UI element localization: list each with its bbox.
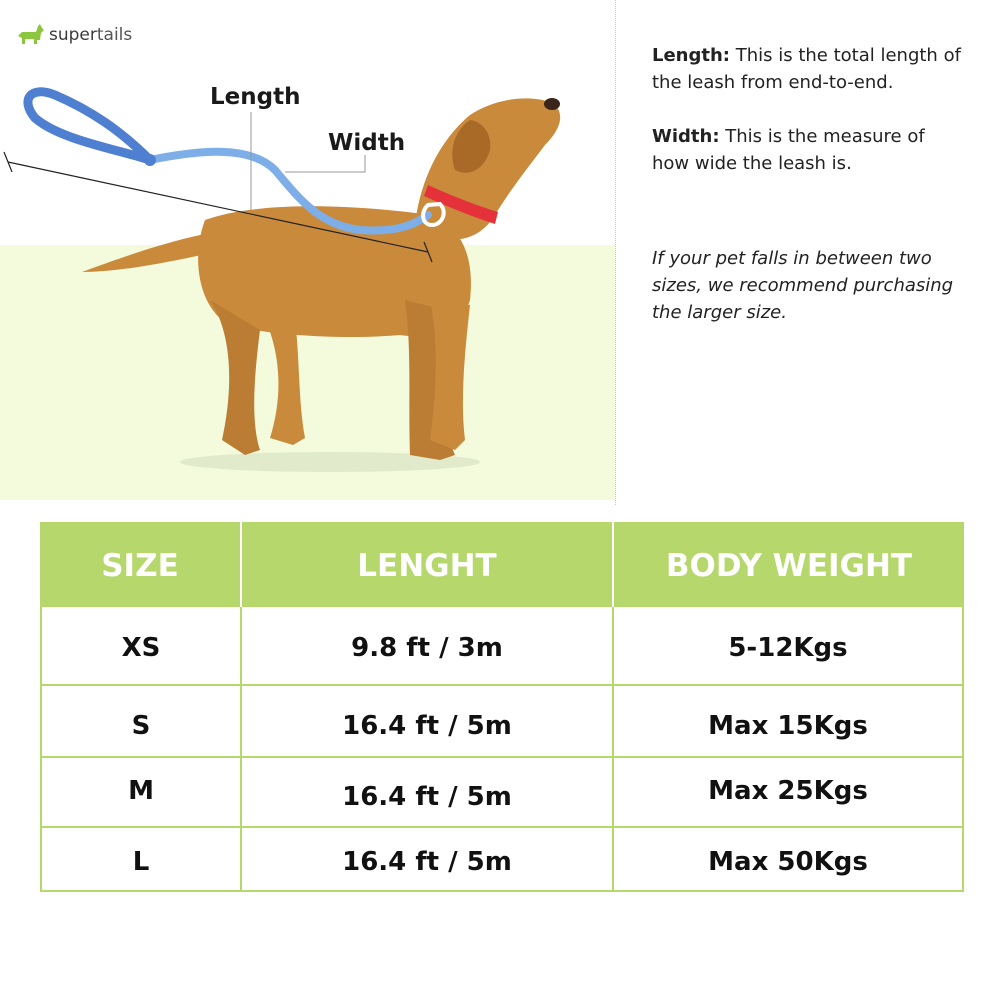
- width-label: Width: [328, 130, 406, 156]
- cell-weight-xs: 5-12Kgs: [728, 633, 848, 663]
- length-description: [652, 42, 962, 96]
- cell-size-s: S: [131, 711, 151, 741]
- cell-length-l: 16.4 ft / 5m: [342, 847, 512, 877]
- table-header: [40, 522, 964, 607]
- cell-weight-m: Max 25Kgs: [708, 776, 868, 806]
- cell-length-m: 16.4 ft / 5m: [342, 782, 512, 812]
- row-divider: [42, 684, 962, 686]
- cell-length-xs: 9.8 ft / 3m: [351, 633, 503, 663]
- length-label: Length: [210, 84, 301, 110]
- size-chart-table: [40, 522, 964, 892]
- cell-size-m: M: [128, 776, 154, 806]
- product-hero: [0, 0, 615, 500]
- cell-size-l: L: [132, 847, 150, 877]
- row-divider: [42, 756, 962, 758]
- header-size: SIZE: [101, 548, 179, 584]
- cell-size-xs: XS: [121, 633, 161, 663]
- row-divider: [42, 826, 962, 828]
- sizing-note: If your pet falls in between two sizes, we recommend purchasing the larger size.: [652, 248, 954, 323]
- width-description: [652, 123, 962, 177]
- brand-name: supertails: [49, 25, 133, 45]
- cell-weight-s: Max 15Kgs: [708, 711, 868, 741]
- cell-weight-l: Max 50Kgs: [708, 847, 868, 877]
- length-text: This is the total length of the leash from end-to-end.: [652, 45, 961, 93]
- width-term: Width:: [652, 126, 720, 147]
- dog-nose: [544, 98, 560, 110]
- header-length: LENGHT: [357, 548, 497, 584]
- dog-tail: [82, 232, 215, 272]
- width-pointer: [285, 155, 365, 172]
- section-divider: [615, 0, 616, 505]
- width-text: This is the measure of how wide the leash is.: [652, 126, 925, 174]
- dog-leash-illustration: [0, 0, 615, 500]
- header-divider: [240, 522, 242, 607]
- header-divider: [612, 522, 614, 607]
- leash-handle: [28, 92, 150, 160]
- header-body-weight: BODY WEIGHT: [665, 548, 913, 584]
- dog-leg-front-right: [430, 300, 470, 450]
- cell-length-s: 16.4 ft / 5m: [342, 711, 512, 741]
- table-body: [40, 607, 964, 892]
- length-term: Length:: [652, 45, 730, 66]
